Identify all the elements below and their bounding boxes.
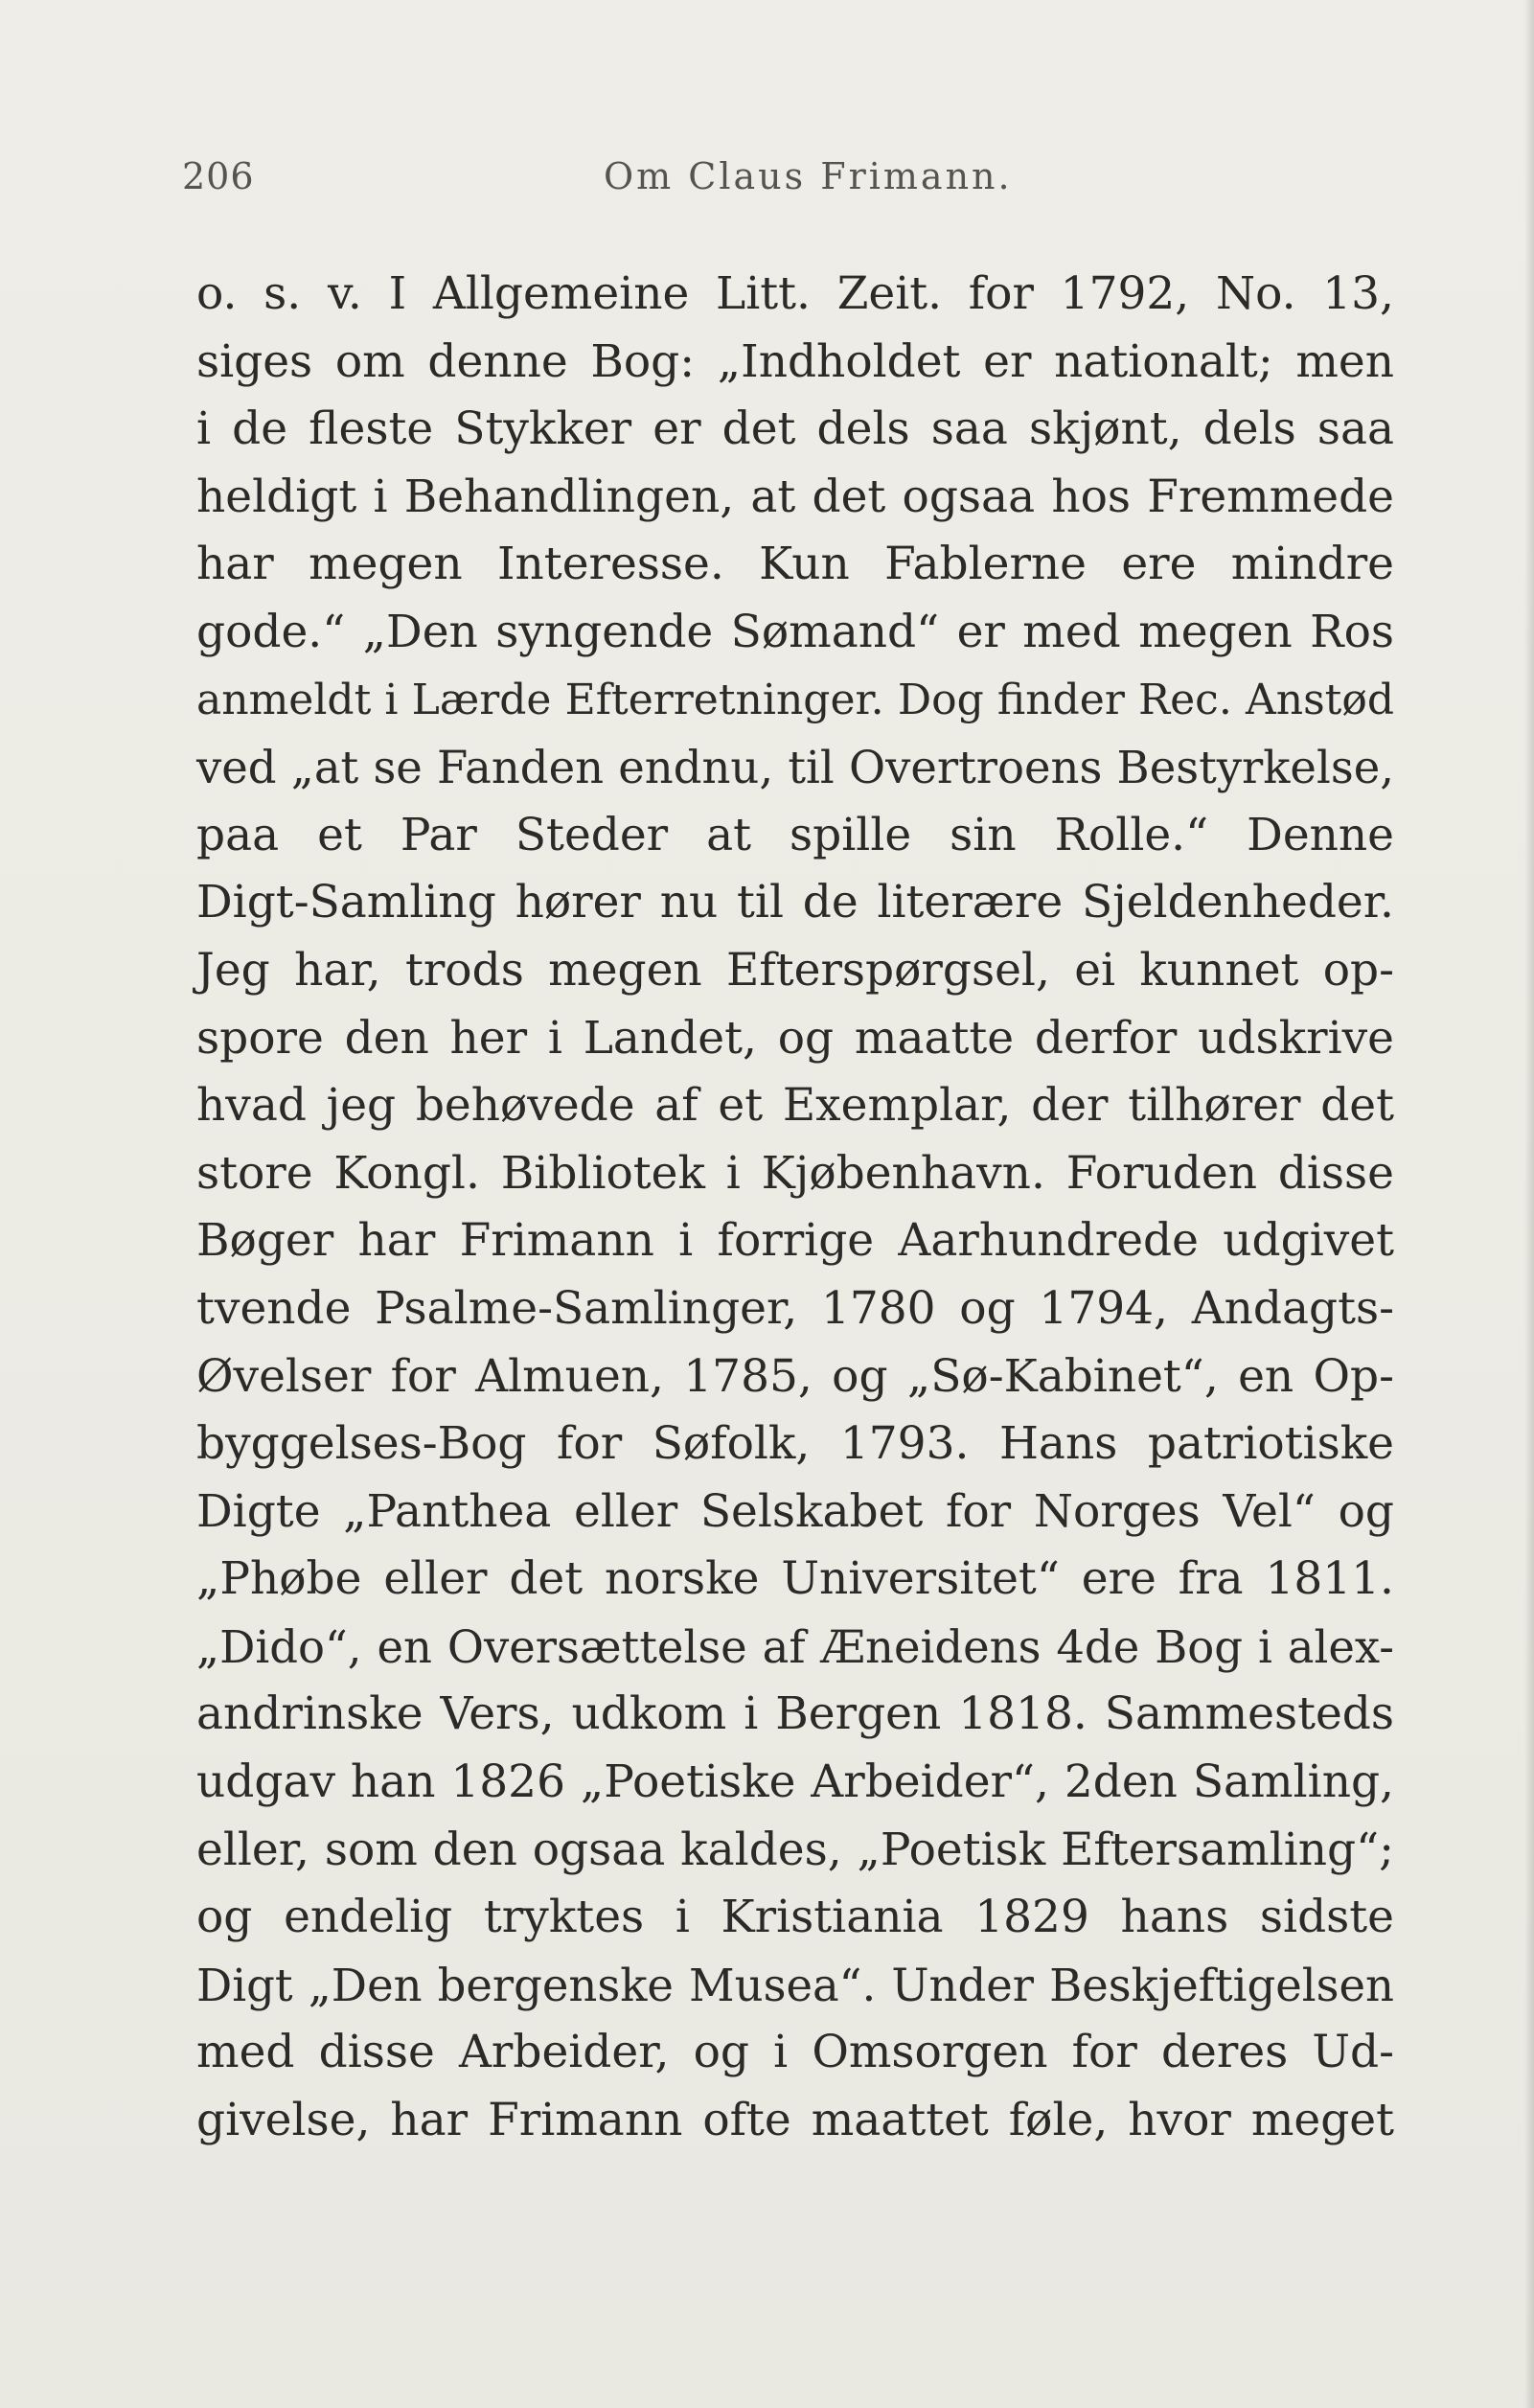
page-header [182,155,1413,203]
text-line: Jeg har, trods megen Efterspørgsel, ei kunnet op- [196,943,1394,997]
running-head: Om Claus Frimann. [604,155,1013,197]
text-line: anmeldt i Lærde Efterretninger. Dog finder Rec. Anstød [196,675,1394,724]
text-line: i de fleste Stykker er det dels saa skjønt, dels saa [196,402,1394,456]
page-number: 206 [182,155,255,197]
text-line: siges om denne Bog: „Indholdet er nationalt; men [196,334,1394,388]
text-line: „Dido“, en Oversættelse af Æneidens 4de Bog i alex- [196,1620,1394,1673]
text-line: givelse, har Frimann ofte maattet føle, hvor meget [196,2094,1394,2147]
text-line: hvad jeg behøvede af et Exemplar, der tilhører det [196,1079,1394,1133]
text-line: heldigt i Behandlingen, at det ogsaa hos Fremmede [196,470,1394,523]
text-line: Bøger har Frimann i forrige Aarhundrede udgivet [196,1214,1394,1268]
text-line: andrinske Vers, udkom i Bergen 1818. Sammesteds [196,1687,1394,1741]
text-line: spore den her i Landet, og maatte derfor udskrive [196,1011,1394,1065]
body-text [196,261,1394,2155]
text-line: ved „at se Fanden endnu, til Overtroens Bestyrkelse, [196,742,1394,794]
text-line: Digt-Samling hører nu til de literære Sjeldenheder. [196,876,1394,929]
text-line: „Phøbe eller det norske Universitet“ ere fra 1811. [196,1552,1394,1606]
text-line: gode.“ „Den syngende Sømand“ er med megen Ros [196,605,1394,658]
text-line: eller, som den ogsaa kaldes, „Poetisk Eftersamling“; [196,1823,1394,1876]
text-line: byggelses-Bog for Søfolk, 1793. Hans patriotiske [196,1417,1394,1471]
text-line: og endelig tryktes i Kristiania 1829 hans sidste [196,1891,1394,1944]
text-line: Digt „Den bergenske Musea“. Under Beskjeftigelsen [196,1959,1394,2011]
text-line: har megen Interesse. Kun Fablerne ere mindre [196,538,1394,591]
page-edge-shadow [1524,0,1534,2408]
text-line: med disse Arbeider, og i Omsorgen for deres Ud- [196,2026,1394,2079]
text-line: o. s. v. I Allgemeine Litt. Zeit. for 1792, No. 13, [196,267,1394,320]
text-line: Digte „Panthea eller Selskabet for Norges Vel“ og [196,1484,1394,1538]
text-line: tvende Psalme-Samlinger, 1780 og 1794, Andagts- [196,1281,1394,1335]
text-line: store Kongl. Bibliotek i Kjøbenhavn. Foruden disse [196,1146,1394,1200]
text-line: udgav han 1826 „Poetiske Arbeider“, 2den Samling, [196,1755,1394,1809]
text-line: Øvelser for Almuen, 1785, og „Sø-Kabinet“, en Op- [196,1349,1394,1403]
text-line: paa et Par Steder at spille sin Rolle.“ Denne [196,808,1394,861]
